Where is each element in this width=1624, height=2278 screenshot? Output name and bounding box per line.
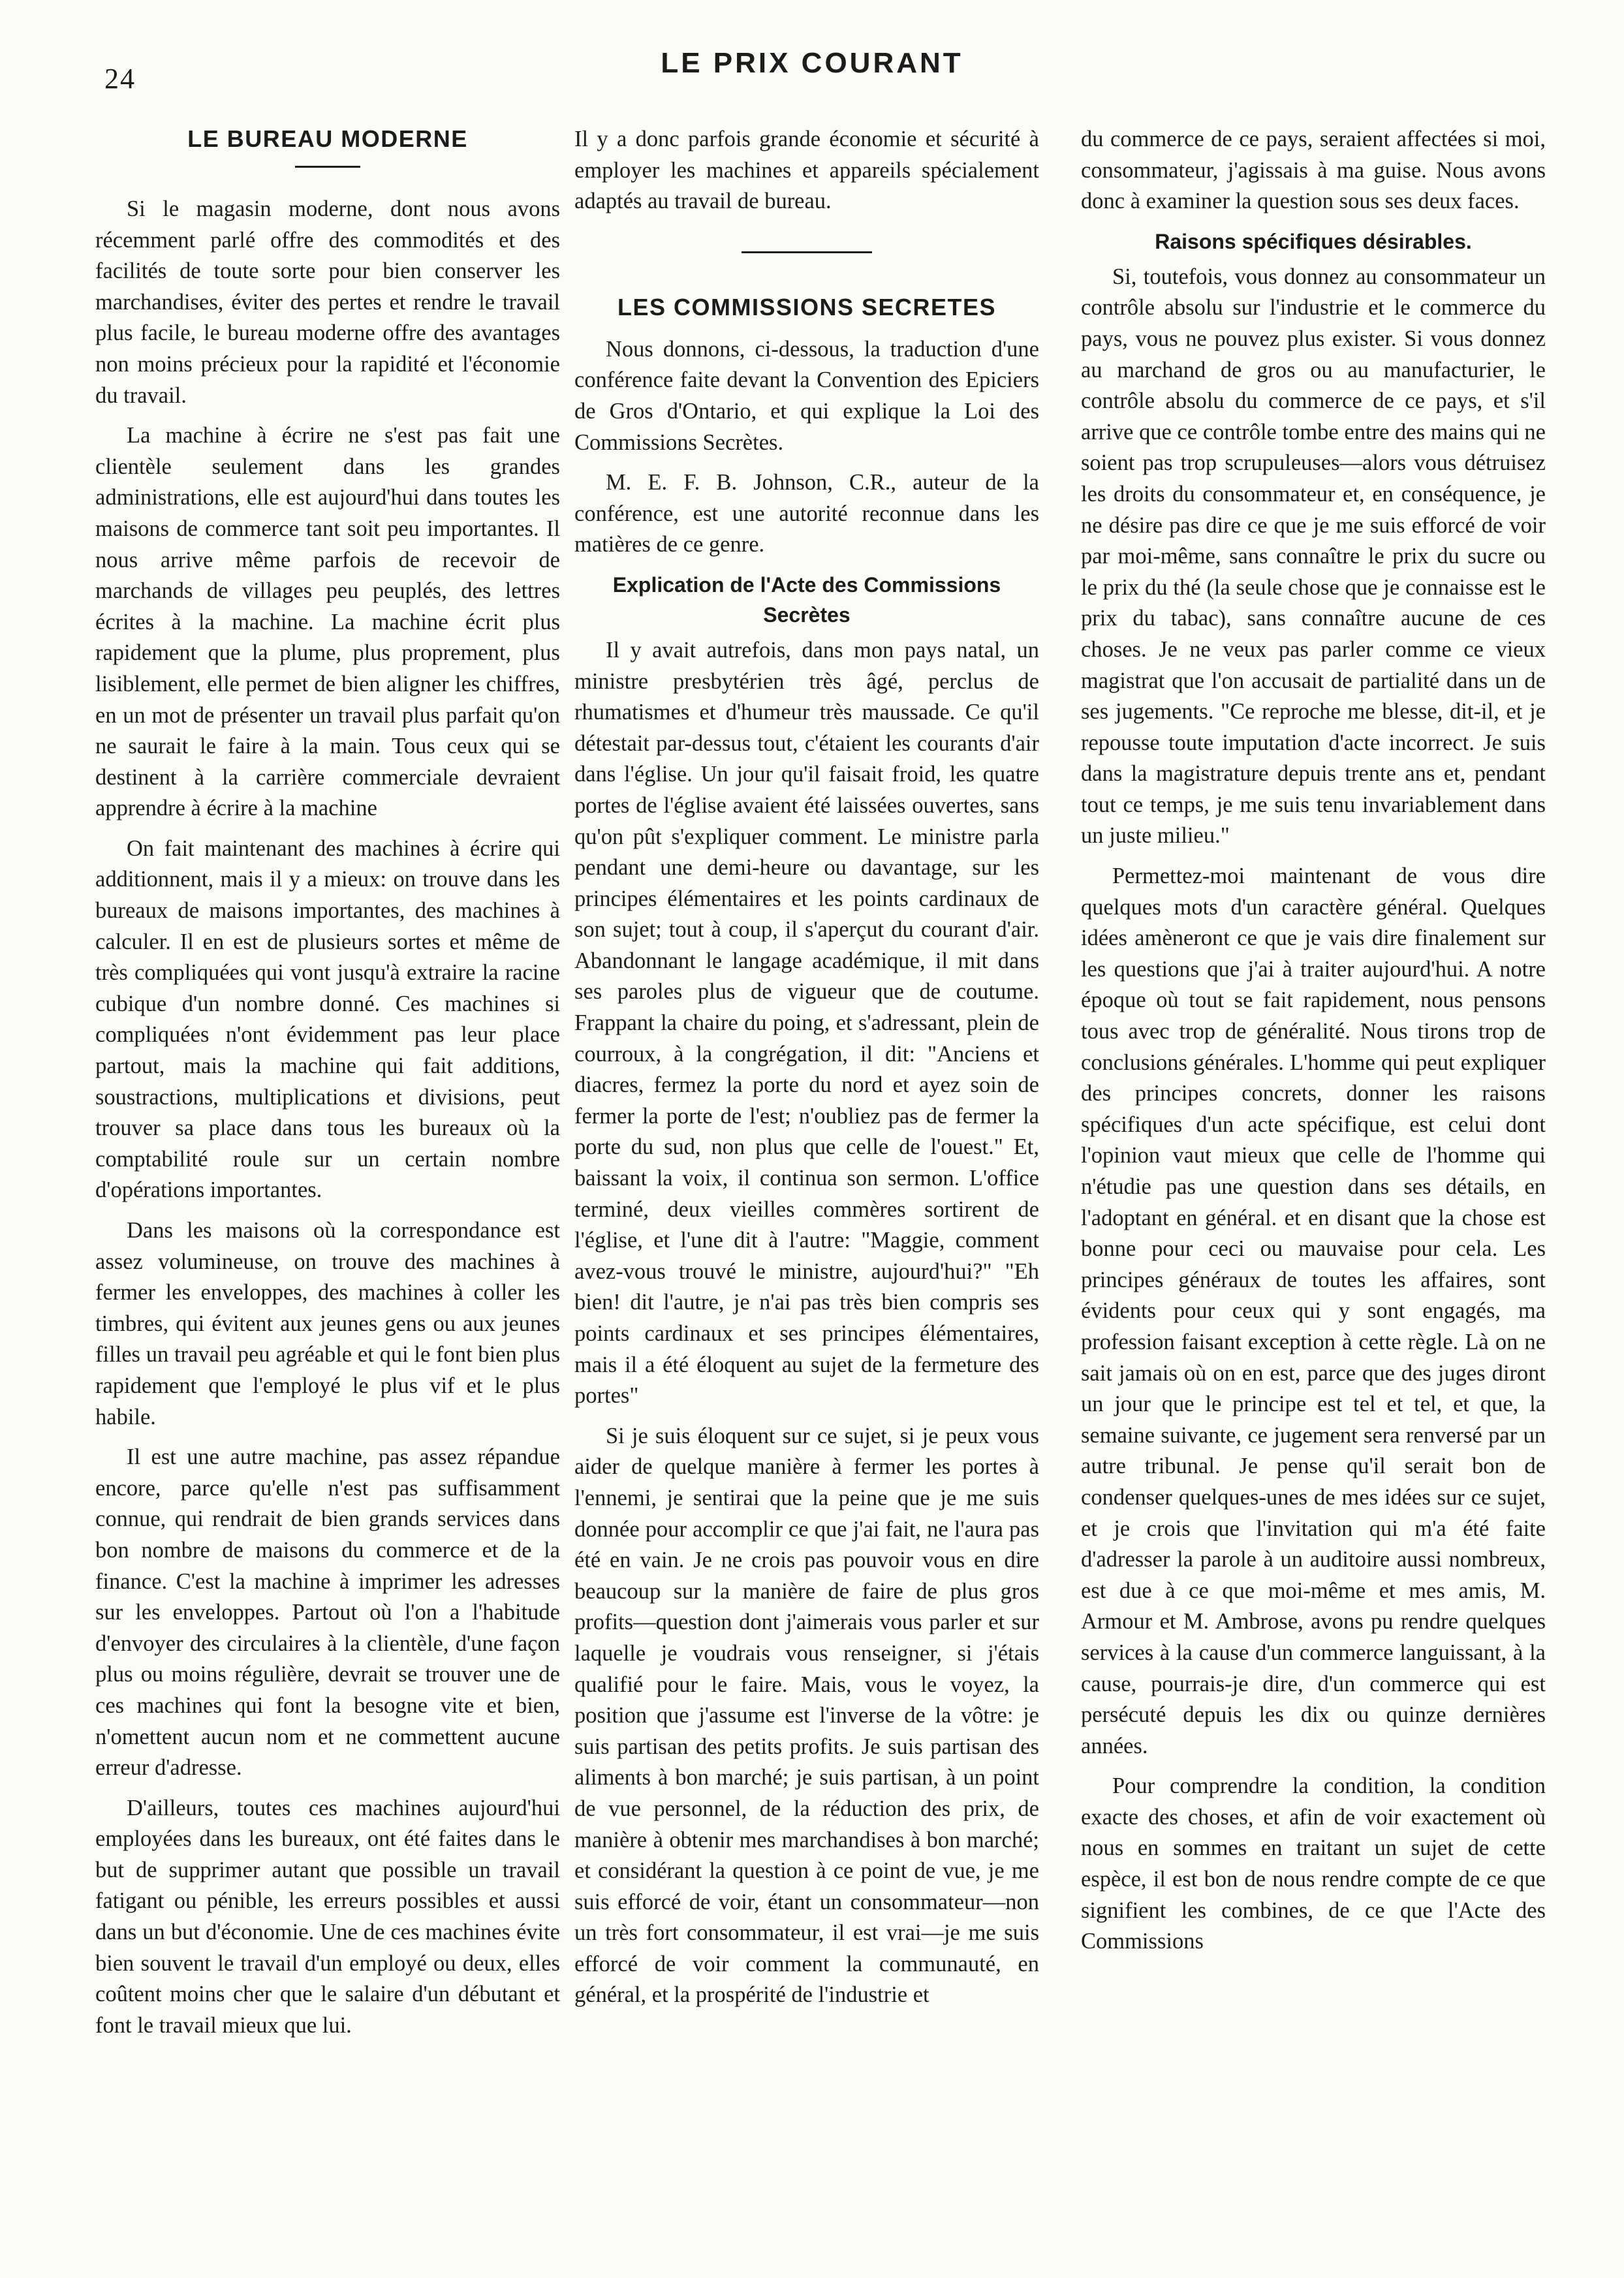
paragraph: La machine à écrire ne s'est pas fait une clientèle seulement dans les grandes administrations, elle est aujourd'hui dans toutes les maisons de commerce tant soit peu importantes. Il nous arrive même parfois de recevoir de marchands de villages peu peuplés, des lettres écrites à la machine. La machine écrit plus rapidement que la plume, plus proprement, plus lisiblement, elle permet de bien aligner les chiffres, en un mot de présenter un travail plus parfait qu'on ne saurait le faire à la main. Tous ceux qui se destinent à la carrière commerciale devraient apprendre à écrire à la machine: [95, 423, 560, 821]
title-rule: [295, 166, 360, 168]
paragraph: M. E. F. B. Johnson, C.R., auteur de la conférence, est une autorité reconnue dans les matières de ce genre.: [574, 470, 1039, 557]
paragraph: Il y avait autrefois, dans mon pays natal, un ministre presbytérien très âgé, perclus de rhumatismes et d'humeur très maussade. Ce qu'il détestait par-dessus tout, c'étaient les courants d'air dans l'église. Un jour qu'il faisait froid, les quatre portes de l'église avaient été laissées ouvertes, sans qu'on pût s'expliquer comment. Le ministre parla pendant une demi-heure ou davantage, sur les principes élémentaires et les points cardinaux de son sujet; tout à coup, il s'aperçut du courant d'air. Abandonnant le langage académique, il mit dans ses paroles plus de vigueur que de coutume. Frappant la chaire du poing, et s'adressant, plein de courroux, à la congrégation, il dit: "Anciens et diacres, fermez la porte du nord et ayez soin de fermer la porte de l'est; n'oubliez pas de fermer la porte du sud, non plus que celle de l'ouest." Et, baissant la voix, il continua son sermon. L'office terminé, deux vieilles commères sortirent de l'église, et l'une dit à l'autre: "Maggie, comment avez-vous trouvé le ministre, aujourd'hui?" "Eh bien! dit l'autre, je n'ai pas très bien compris ses points cardinaux et ses principes élémentaires, mais il a été éloquent au sujet de la fermeture des portes": [574, 637, 1039, 1409]
running-head: LE PRIX COURANT: [661, 47, 963, 79]
paragraph: Si je suis éloquent sur ce sujet, si je peux vous aider de quelque manière à fermer les portes à l'ennemi, je sentirai que la peine que je me suis donnée pour accomplir ce que j'ai fait, ne l'aura pas été en vain. Je ne crois pas pouvoir vous en dire beaucoup sur la manière de faire de plus gros profits—question dont j'aimerais vous parler et sur laquelle je voudrais vous renseigner, si j'étais qualifié pour le faire. Mais, vous le voyez, la position que j'assume est l'inverse de la vôtre: je suis partisan des petits profits. Je suis partisan des aliments à bon marché; je suis partisan, à un point de vue personnel, de la réduction des prix, de manière à obtenir mes marchandises à bon marché; et considérant la question à ce point de vue, je me suis efforcé de voir, étant un consommateur—non un très fort consommateur, il est vrai—je me suis efforcé de voir comment la communauté, en général, et la prospérité de l'industrie et: [574, 1423, 1039, 2008]
paragraph: Permettez-moi maintenant de vous dire quelques mots d'un caractère général. Quelques idées amèneront ce que je vais dire finalement sur les questions que j'ai à traiter aujourd'hui. A notre époque où tout se fait rapidement, nous pensons tous avec trop de généralité. Nous tirons trop de conclusions générales. L'homme qui peut expliquer des principes concrets, donner les raisons spécifiques d'un acte spécifique, est celui dont l'opinion vaut mieux que celle de l'homme qui n'étudie pas une question dans ses détails, en l'adoptant en général. et en disant que la chose est bonne pour ceci ou mauvaise pour cela. Les principes généraux de toutes les affaires, sont évidents pour ceux qui y sont engagés, ma profession faisant exception à cette règle. Là on ne sait jamais où on en est, parce que des juges diront un jour que le principe est tel et tel, et que, la semaine suivante, ce jugement sera renversé par un autre tribunal. Je pense qu'il serait bon de condenser quelques-unes de mes idées sur ce sujet, et je crois que l'invitation qui m'a été faite d'adresser la parole à un auditoire aussi nombreux, est due à ce que moi-même et mes amis, M. Armour et M. Ambrose, avons pu rendre quelques services à la cause d'un commerce languissant, à la cause, pourrais-je dire, d'un commerce qui est persécuté depuis les dix ou quinze dernières années.: [1081, 864, 1546, 1758]
paragraph: Dans les maisons où la correspondance est assez volumineuse, on trouve des machines à fermer les enveloppes, des machines à coller les timbres, qui évitent aux jeunes gens ou aux jeunes filles un travail peu agréable et qui le font bien plus rapidement que l'employé le plus vif et le plus habile.: [95, 1218, 560, 1429]
paragraph: Si le magasin moderne, dont nous avons récemment parlé offre des commodités et des facilités de toute sorte pour bien conserver les marchandises, éviter des pertes et rendre le travail plus facile, le bureau moderne offre des avantages non moins précieux pour la rapidité et l'économie du travail.: [95, 196, 560, 408]
paragraph: Pour comprendre la condition, la condition exacte des choses, et afin de voir exactement où nous en sommes en traitant un sujet de cette espèce, il est bon de nous rendre compte de ce que signifient les combines, de ce que l'Acte des Commissions: [1081, 1773, 1546, 1954]
page-number: 24: [104, 63, 136, 95]
paragraph: On fait maintenant des machines à écrire qui additionnent, mais il y a mieux: on trouve dans les bureaux de maisons importantes, des machines à calculer. Il en est de plusieurs sortes et même de très compliquées qui vont jusqu'à extraire la racine cubique d'un nombre donné. Ces machines si compliquées n'ont évidemment pas leur place partout, mais la machine qui fait additions, soustractions, multiplications et divisions, peut trouver sa place dans tous les bureaux où la comptabilité roule sur un certain nombre d'opérations importantes.: [95, 835, 560, 1203]
paragraph-continuation: du commerce de ce pays, seraient affectées si moi, consommateur, j'agissais à ma guise. Nous avons donc à examiner la question sous ses deux faces.: [1081, 127, 1546, 214]
column-1: [95, 124, 560, 2050]
subheading-raisons: Raisons spécifiques désirables.: [1155, 229, 1472, 253]
paragraph: Si, toutefois, vous donnez au consommateur un contrôle absolu sur l'industrie et le commerce du pays, vous ne pouvez plus exister. Si vous donnez au marchand de gros ou au manufacturier, le contrôle absolu du commerce de ce pays, et s'il arrive que ce contrôle tombe entre des mains qui ne soient pas trop scrupuleuses—alors vous détruisez les droits du consommateur et, en conséquence, je ne désire pas dire ce que je me suis efforcé de voir par moi-même, sans connaître le prix du sucre ou le prix du thé (la seule chose que je connaisse est le prix du tabac), sans connaître aucune de ces choses. Je ne veux pas parler comme ce vieux magistrat que l'on accusait de partialité dans un de ses jugements. "Ce reproche me blesse, dit-il, et je repousse toute imputation d'acte incorrect. Je suis dans la magistrature depuis trente ans et, pendant tout ce temps, je me suis tenu invariablement dans un juste milieu.": [1081, 264, 1546, 849]
subheading-explication: Explication de l'Acte des Commissions Secrètes: [612, 572, 1001, 627]
paragraph-continuation: Il y a donc parfois grande économie et sécurité à employer les machines et appareils spécialement adaptés au travail de bureau.: [574, 127, 1039, 214]
paragraph: D'ailleurs, toutes ces machines aujourd'hui employées dans les bureaux, ont été faites dans le but de supprimer autant que possible un travail fatigant ou pénible, les erreurs possibles et aussi dans un but d'économie. Une de ces machines évite bien souvent le travail d'un employé ou deux, elles coûtent moins cher que le salaire d'un débutant et font le travail mieux que lui.: [95, 1795, 560, 2038]
column-3: [1081, 124, 1546, 1967]
column-2: [574, 124, 1039, 2020]
article-separator-rule: [742, 251, 872, 253]
article-title-bureau-moderne: LE BUREAU MODERNE: [187, 125, 468, 152]
article-title-commissions-secretes: LES COMMISSIONS SECRETES: [617, 293, 997, 320]
paragraph: Il est une autre machine, pas assez répandue encore, parce qu'elle n'est pas suffisamment connue, qui rendrait de bien grands services dans bon nombre de maisons du commerce et de la finance. C'est la machine à imprimer les adresses sur les enveloppes. Partout où l'on a l'habitude d'envoyer des circulaires à la clientèle, d'une façon plus ou moins régulière, devrait se trouver une de ces machines qui font la besogne vite et bien, n'omettent aucun nom et ne commettent aucune erreur d'adresse.: [95, 1444, 560, 1781]
paragraph: Nous donnons, ci-dessous, la traduction d'une conférence faite devant la Convention des Epiciers de Gros d'Ontario, et qui explique la Loi des Commissions Secrètes.: [574, 336, 1039, 455]
